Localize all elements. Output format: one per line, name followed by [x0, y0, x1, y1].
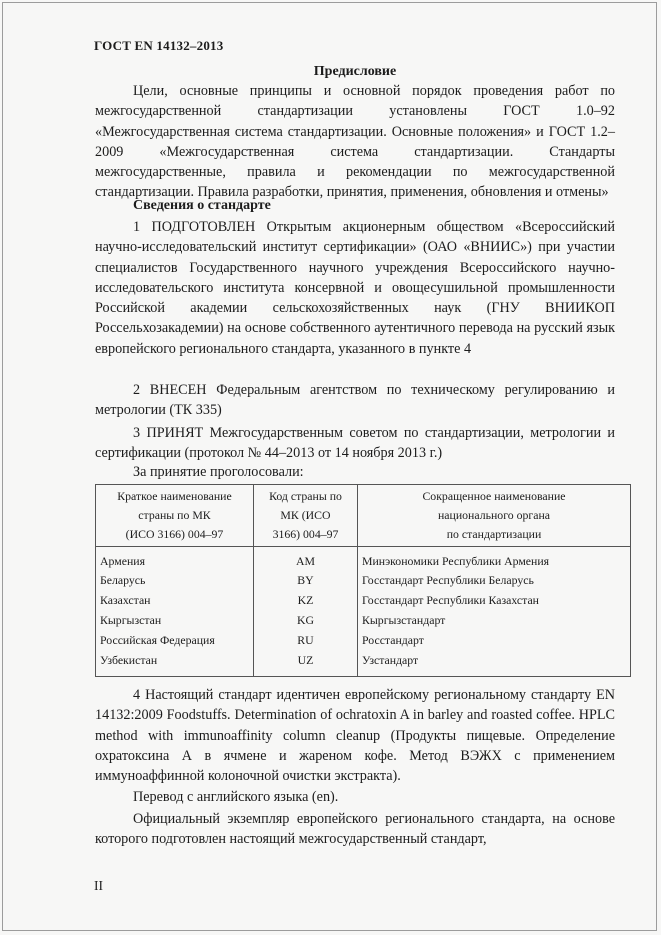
code-cell: AM — [254, 547, 358, 571]
table-row — [96, 547, 631, 571]
item-identical: 4 Настоящий стандарт идентичен европейскому региональному стандарту EN 14132:2009 Foodstuffs. Determination of ochratoxin A in barley and roasted coffee. HPLC method with immunoaffinity column cleanup (Продукты пищевые. Определение охратоксина А в ячмене и жареном кофе. Метод ВЭЖХ с применением иммуноаффинной колоночной очистки экстракта). — [95, 687, 615, 785]
code-cell: BY — [254, 571, 358, 591]
document-header: ГОСТ EN 14132–2013 — [94, 38, 224, 53]
table-caption: За принятие проголосовали: — [133, 464, 304, 480]
country-cell: Кыргызстан — [96, 610, 254, 630]
header-line: (ИСО 3166) 004–97 — [125, 527, 224, 541]
country-cell: Казахстан — [96, 591, 254, 611]
body-cell: Росстандарт — [358, 630, 631, 650]
official-copy-note: Официальный экземпляр европейского регионального стандарта, на основе которого подготовлен настоящий межгосударственный стандарт, — [95, 811, 615, 848]
body-cell: Госстандарт Республики Казахстан — [358, 591, 631, 611]
table-row — [96, 610, 631, 630]
item-adopted: 3 ПРИНЯТ Межгосударственным советом по стандартизации, метрологии и сертификации (протокол № 44–2013 от 14 ноября 2013 г.) — [95, 425, 615, 462]
header-line: Краткое наименование — [117, 489, 232, 503]
table-row — [96, 630, 631, 650]
body-cell: Госстандарт Республики Беларусь — [358, 571, 631, 591]
table-row — [96, 571, 631, 591]
country-cell: Узбекистан — [96, 650, 254, 676]
translation-note: Перевод с английского языка (en). — [133, 789, 339, 805]
item-submitted: 2 ВНЕСЕН Федеральным агентством по техническому регулированию и метрологии (ТК 335) — [95, 382, 615, 419]
header-country — [96, 485, 254, 547]
header-line: Код страны по — [269, 489, 342, 503]
table-header-row — [96, 485, 631, 547]
foreword-paragraph: Цели, основные принципы и основной порядок проведения работ по межгосударственной стандартизации установлены ГОСТ 1.0–92 «Межгосударственная система стандартизации. Основные положения» и ГОСТ 1.2–2009 «Межгосударственная система стандартизации. Стандарты межгосударственные, правила и рекомендации по межгосударственной стандартизации. Правила разработки, принятия, применения, обновления и отмены» — [95, 83, 615, 201]
header-line: 3166) 004–97 — [272, 527, 339, 541]
body-cell: Минэкономики Республики Армения — [358, 547, 631, 571]
code-cell: RU — [254, 630, 358, 650]
code-cell: KZ — [254, 591, 358, 611]
country-cell: Армения — [96, 547, 254, 571]
voting-table — [95, 484, 631, 677]
item-prepared: 1 ПОДГОТОВЛЕН Открытым акционерным обществом «Всероссийский научно-исследовательский институт сертификации» (ОАО «ВНИИС») при участии специалистов Государственного научного учреждения Всероссийского научно-исследовательского института консервной и овощесушильной промышленности Российской академии сельскохозяйственных наук (ГНУ ВНИИКОП Россельхозакадемии) на основе собственного аутентичного перевода на русский язык европейского регионального стандарта, указанного в пункте 4 — [95, 219, 615, 357]
page-number: II — [94, 878, 103, 893]
header-line: МК (ИСО — [280, 508, 331, 522]
table-row — [96, 650, 631, 676]
code-cell: KG — [254, 610, 358, 630]
body-cell: Узстандарт — [358, 650, 631, 676]
foreword-title: Предисловие — [313, 64, 397, 79]
standard-info-title: Сведения о стандарте — [133, 198, 271, 213]
country-cell: Беларусь — [96, 571, 254, 591]
header-line: по стандартизации — [446, 527, 542, 541]
country-cell: Российская Федерация — [96, 630, 254, 650]
table-row — [96, 591, 631, 611]
header-line: Сокращенное наименование — [422, 489, 566, 503]
header-line: страны по МК — [138, 508, 211, 522]
header-line: национального органа — [437, 508, 551, 522]
body-cell: Кыргызстандарт — [358, 610, 631, 630]
header-body — [358, 485, 631, 547]
header-code — [254, 485, 358, 547]
code-cell: UZ — [254, 650, 358, 676]
